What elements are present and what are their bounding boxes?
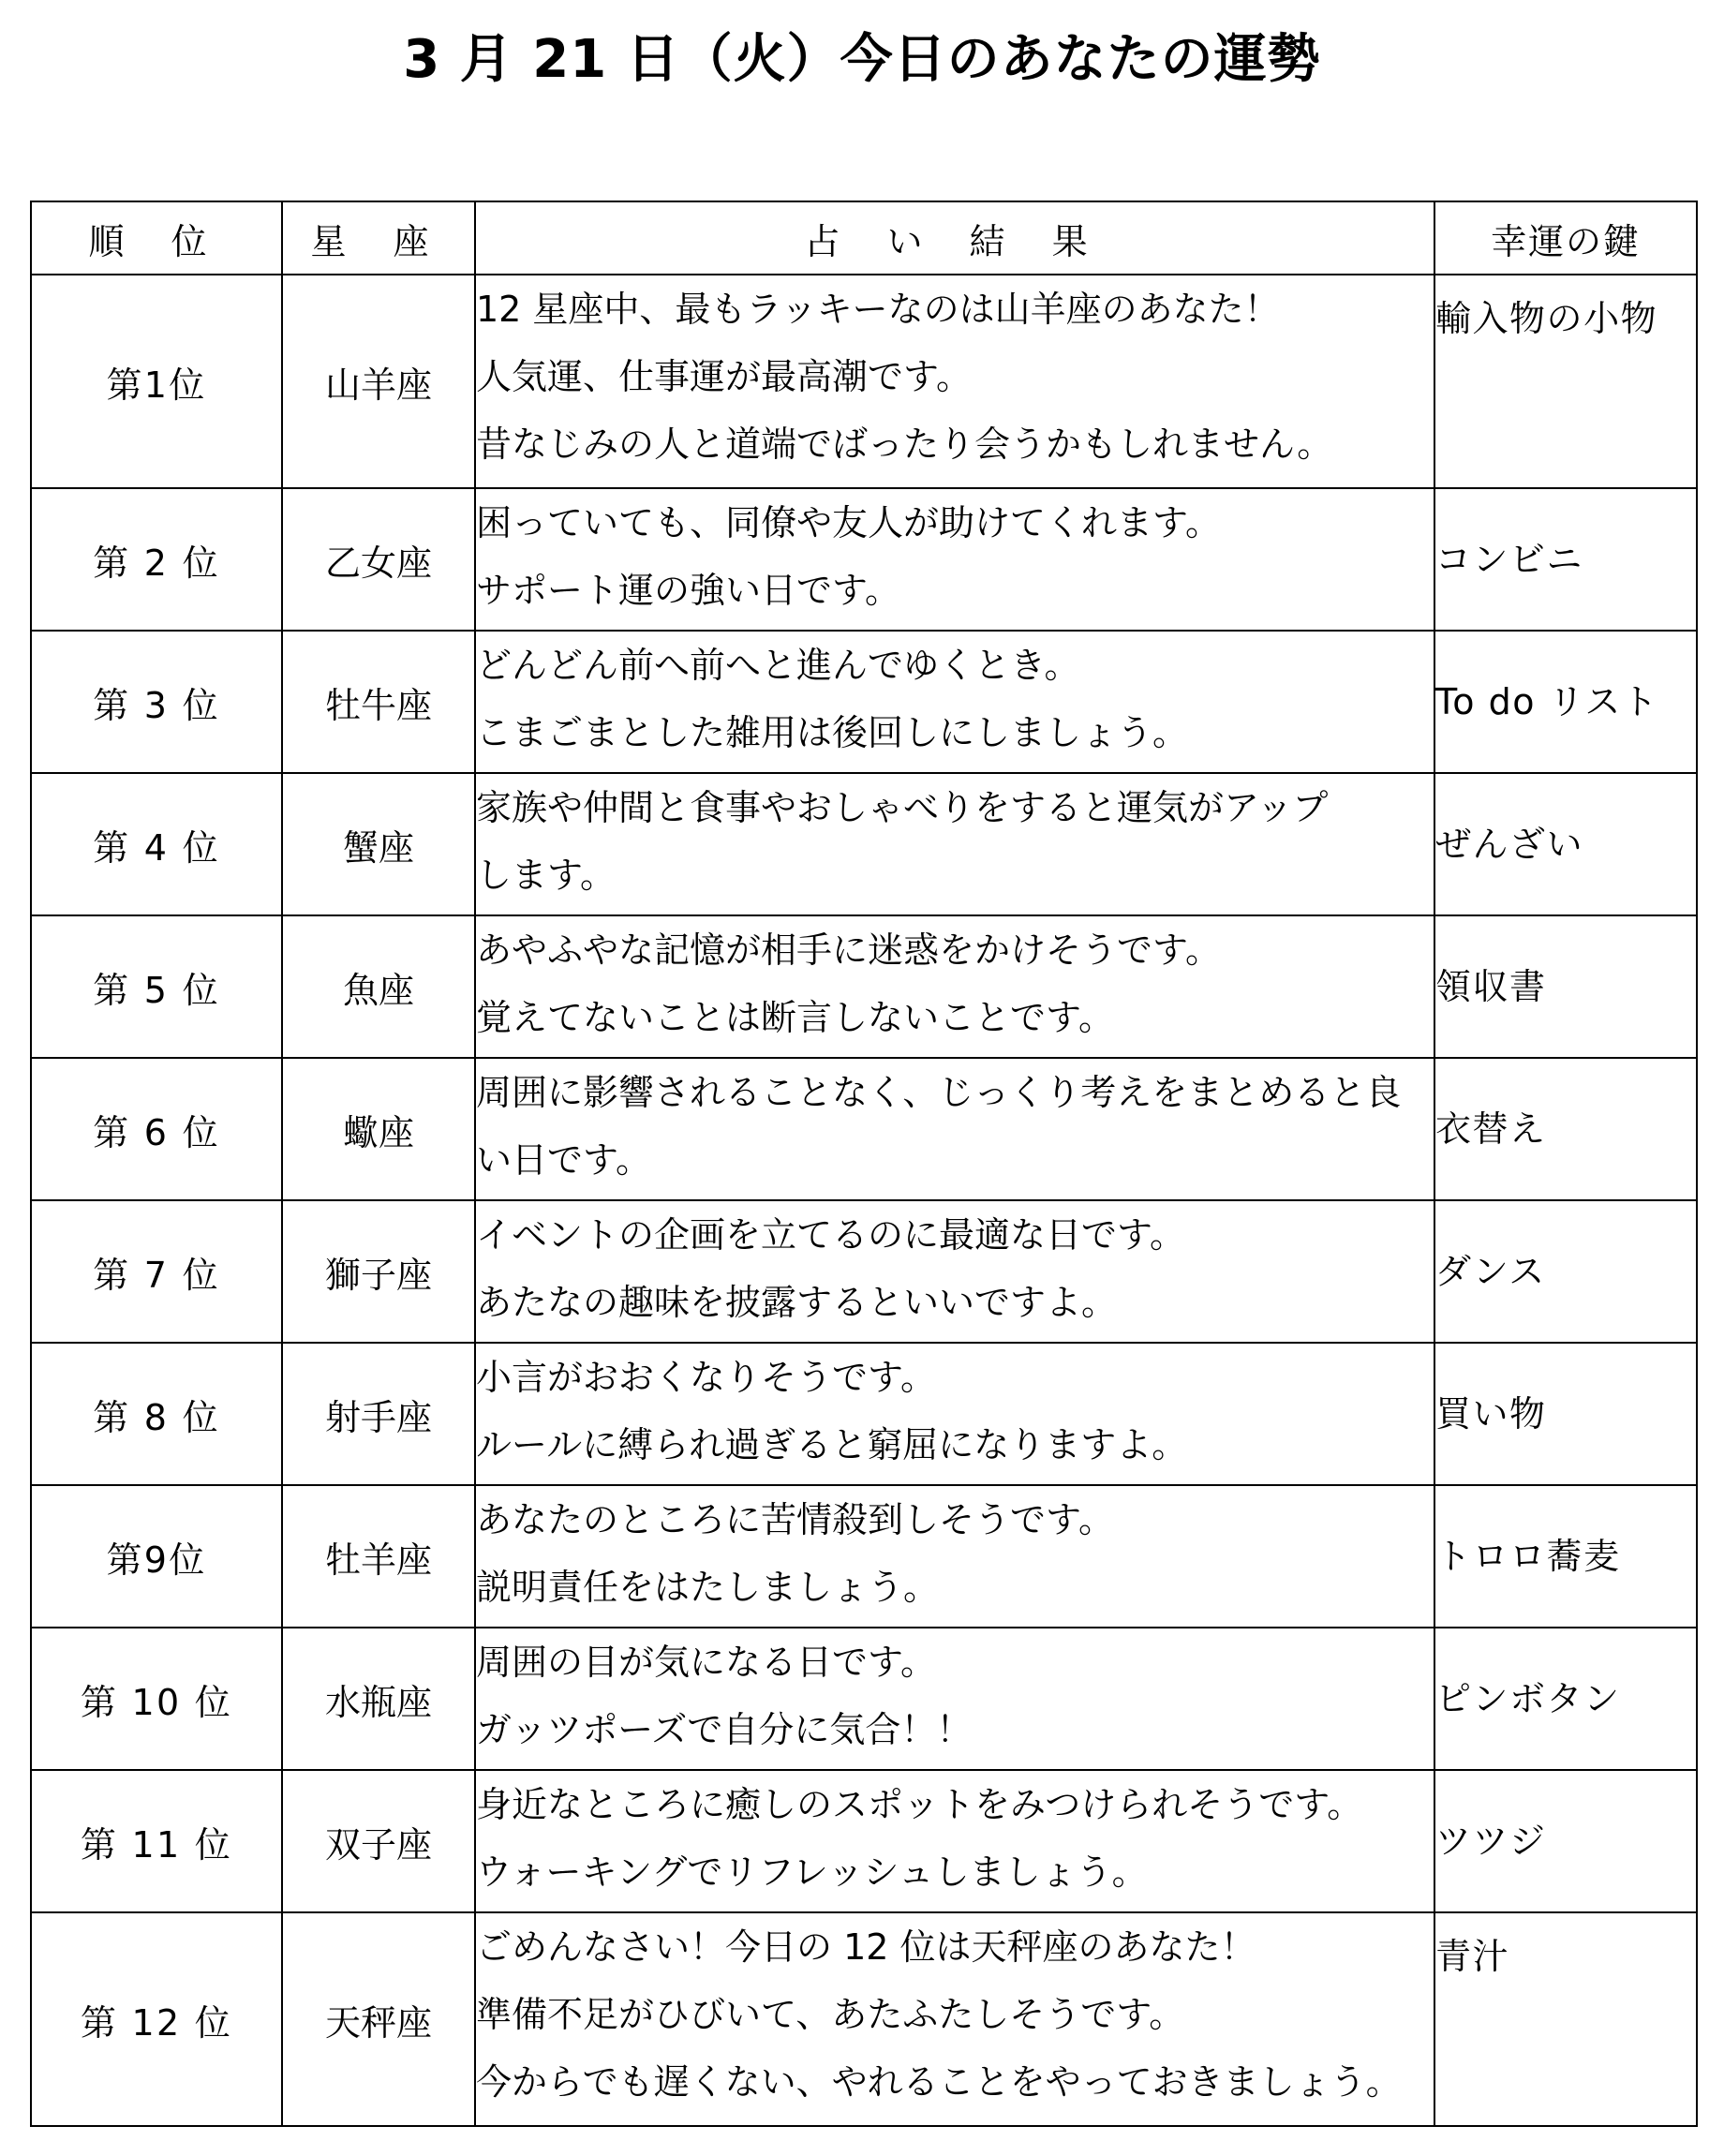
- result-line: 昔なじみの人と道端でばったり会うかもしれません。: [476, 424, 1333, 465]
- fortune-table: [30, 201, 1698, 2127]
- result-line: 周囲に影響されることなく、じっくり考えをまとめると良: [476, 1072, 1402, 1113]
- result-line: ガッツポーズで自分に気合！！: [476, 1709, 973, 1750]
- result-line: ルールに縛られ過ぎると窮屈になりますよ。: [476, 1424, 1188, 1465]
- table-row: [31, 631, 1697, 773]
- lucky-key-cell: ダンス: [1434, 1200, 1697, 1343]
- result-line: 準備不足がひびいて、あたふたしそうです。: [476, 1994, 1185, 2035]
- rank-cell: 第 6 位: [31, 1058, 282, 1200]
- sign-cell: 乙女座: [282, 488, 475, 631]
- sign-cell: 水瓶座: [282, 1628, 475, 1770]
- result-cell: [475, 275, 1434, 488]
- result-line: あたなの趣味を披露するといいですよ。: [476, 1282, 1118, 1323]
- table-row: [31, 1770, 1697, 1912]
- result-cell: [475, 1770, 1434, 1912]
- rank-cell: 第 7 位: [31, 1200, 282, 1343]
- result-line: い日です。: [476, 1139, 651, 1181]
- sign-cell: 山羊座: [282, 275, 475, 488]
- result-cell: [475, 1343, 1434, 1485]
- result-line: イベントの企画を立てるのに最適な日です。: [476, 1214, 1185, 1256]
- sign-cell: 獅子座: [282, 1200, 475, 1343]
- table-row: [31, 1343, 1697, 1485]
- result-cell: [475, 488, 1434, 631]
- result-line: します。: [476, 855, 616, 896]
- rank-cell: 第 5 位: [31, 915, 282, 1058]
- result-line: サポート運の強い日です。: [476, 570, 900, 611]
- rank-cell: 第 11 位: [31, 1770, 282, 1912]
- result-cell: [475, 1912, 1434, 2126]
- sign-cell: 魚座: [282, 915, 475, 1058]
- sign-column-header: 星 座: [282, 201, 475, 275]
- table-row: [31, 1485, 1697, 1628]
- result-line: こまごまとした雑用は後回しにしましょう。: [476, 712, 1189, 753]
- result-line: 家族や仲間と食事やおしゃべりをすると運気がアップ: [476, 787, 1329, 828]
- table-row: [31, 915, 1697, 1058]
- result-line: ごめんなさい！今日の 12 位は天秤座のあなた！: [476, 1926, 1256, 1968]
- table-row: [31, 773, 1697, 915]
- rank-cell: 第 12 位: [31, 1912, 282, 2126]
- result-cell: [475, 773, 1434, 915]
- result-line: 12 星座中、最もラッキーなのは山羊座のあなた！: [476, 289, 1280, 330]
- result-line: 困っていても、同僚や友人が助けてくれます。: [476, 502, 1221, 543]
- lucky-key-cell: コンビニ: [1434, 488, 1697, 631]
- result-line: あやふやな記憶が相手に迷惑をかけそうです。: [476, 929, 1221, 971]
- sign-cell: 双子座: [282, 1770, 475, 1912]
- rank-cell: 第1位: [31, 275, 282, 488]
- table-row: [31, 488, 1697, 631]
- table-row: [31, 1628, 1697, 1770]
- lucky-key-cell: 領収書: [1434, 915, 1697, 1058]
- header-row: [31, 201, 1697, 275]
- rank-cell: 第 2 位: [31, 488, 282, 631]
- rank-cell: 第 10 位: [31, 1628, 282, 1770]
- rank-cell: 第9位: [31, 1485, 282, 1628]
- sign-cell: 天秤座: [282, 1912, 475, 2126]
- table-row: [31, 1058, 1697, 1200]
- result-cell: [475, 1628, 1434, 1770]
- result-line: 覚えてないことは断言しないことです。: [476, 997, 1114, 1038]
- result-cell: [475, 631, 1434, 773]
- lucky-key-cell: 青汁: [1434, 1912, 1697, 2126]
- result-line: 人気運、仕事運が最高潮です。: [476, 356, 972, 397]
- lucky-key-cell: 買い物: [1434, 1343, 1697, 1485]
- result-line: 説明責任をはたしましょう。: [476, 1567, 940, 1608]
- result-line: 身近なところに癒しのスポットをみつけられそうです。: [476, 1784, 1363, 1825]
- rank-cell: 第 4 位: [31, 773, 282, 915]
- page-title: 3 月 21 日（火）今日のあなたの運勢: [403, 29, 1321, 90]
- result-line: あなたのところに苦情殺到しそうです。: [476, 1499, 1114, 1540]
- result-cell: [475, 1485, 1434, 1628]
- lucky-key-cell: ピンボタン: [1434, 1628, 1697, 1770]
- result-line: 周囲の目が気になる日です。: [476, 1642, 936, 1683]
- result-line: 今からでも遅くない、やれることをやっておきましょう。: [476, 2061, 1402, 2103]
- rank-cell: 第 3 位: [31, 631, 282, 773]
- sign-cell: 蠍座: [282, 1058, 475, 1200]
- table-row: [31, 1912, 1697, 2126]
- lucky-key-cell: ツツジ: [1434, 1770, 1697, 1912]
- table-row: [31, 275, 1697, 488]
- sign-cell: 牡牛座: [282, 631, 475, 773]
- lucky-key-cell: 輸入物の小物: [1434, 275, 1697, 488]
- lucky-key-cell: トロロ蕎麦: [1434, 1485, 1697, 1628]
- sign-cell: 蟹座: [282, 773, 475, 915]
- rank-cell: 第 8 位: [31, 1343, 282, 1485]
- result-cell: [475, 1058, 1434, 1200]
- rank-column-header: 順 位: [31, 201, 282, 275]
- result-column-header: 占 い 結 果: [475, 201, 1434, 275]
- table-row: [31, 1200, 1697, 1343]
- result-line: 小言がおおくなりそうです。: [476, 1357, 936, 1398]
- lucky-key-column-header: 幸運の鍵: [1434, 201, 1697, 275]
- sign-cell: 牡羊座: [282, 1485, 475, 1628]
- lucky-key-cell: 衣替え: [1434, 1058, 1697, 1200]
- result-cell: [475, 1200, 1434, 1343]
- result-cell: [475, 915, 1434, 1058]
- result-line: どんどん前へ前へと進んでゆくとき。: [476, 645, 1080, 686]
- sign-cell: 射手座: [282, 1343, 475, 1485]
- lucky-key-cell: ぜんざい: [1434, 773, 1697, 915]
- result-line: ウォーキングでリフレッシュしましょう。: [476, 1851, 1148, 1893]
- lucky-key-cell: To do リスト: [1434, 631, 1697, 773]
